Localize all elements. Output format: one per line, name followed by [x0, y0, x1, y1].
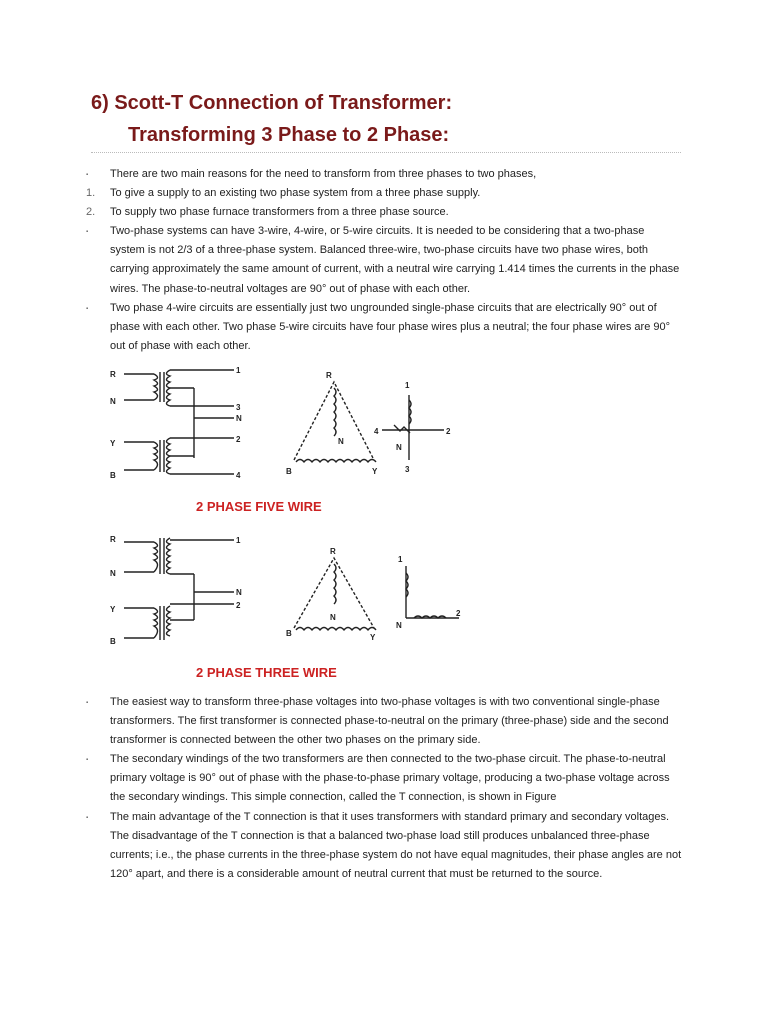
delta-label: R — [326, 371, 332, 380]
number-marker: 1. — [86, 187, 96, 200]
phasor-diagram — [406, 566, 459, 618]
three-wire-diagram — [94, 528, 464, 656]
transformer-schematic — [124, 370, 234, 474]
terminal-label: Y — [110, 605, 116, 614]
list-item-text: Two-phase systems can have 3-wire, 4-wire, or 5-wire circuits. It is needed to be considering that a two-phase system is not 2/3 of a three-phase system. Balanced three-wire, two-phase circuits have two phase wires, both carrying approximately the same amount of current, with a neutral wire carrying 1.414 times the currents in the phase wires. The phase-to-neutral voltages are 90° out of phase with each other. — [110, 225, 680, 295]
list-item-text: Two phase 4-wire circuits are essentially just two ungrounded single-phase circuits that are electrically 90° out of phase with each other. Two phase 5-wire circuits have four phase wires plus a neutral; the four phase wires are 90° out of phase with each other. — [110, 301, 671, 352]
explanation-list — [86, 693, 682, 884]
bullet-marker: ▪ — [86, 700, 89, 706]
output-label: 2 — [236, 601, 241, 610]
terminal-label: R — [110, 370, 116, 379]
terminal-label: N — [110, 397, 116, 406]
intro-list — [86, 165, 682, 356]
figure-caption: 2 PHASE THREE WIRE — [196, 665, 337, 680]
phasor-label: 3 — [405, 465, 410, 474]
bullet-marker: ▪ — [86, 814, 89, 821]
phasor-label: N — [396, 621, 402, 630]
output-label: 3 — [236, 403, 241, 412]
number-marker: 2. — [86, 206, 96, 219]
list-item — [86, 693, 682, 750]
terminal-label: R — [110, 535, 116, 544]
output-label: N — [236, 414, 242, 423]
terminal-label: B — [110, 637, 116, 646]
bullet-marker: ▪ — [86, 229, 89, 236]
list-item — [86, 299, 682, 356]
list-item — [86, 165, 682, 184]
dotted-divider — [91, 152, 681, 153]
transformer-schematic — [124, 538, 234, 640]
list-item-text: The secondary windings of the two transformers are then connected to the two-phase circuit. The phase-to-neutral primary voltage is 90° out of phase with the phase-to-phase primary voltage, producing a two-phase voltage across the secondary windings. This simple connection, called the T connection, is shown in Figure — [110, 753, 670, 804]
phasor-label: 4 — [374, 427, 379, 436]
delta-label: R — [330, 547, 336, 556]
output-label: 1 — [236, 536, 241, 545]
output-label: N — [236, 588, 242, 597]
terminal-label: Y — [110, 439, 116, 448]
figure-caption: 2 PHASE FIVE WIRE — [196, 499, 322, 514]
delta-label: Y — [370, 633, 376, 642]
delta-diagram — [294, 382, 376, 462]
page-subtitle: Transforming 3 Phase to 2 Phase: — [128, 124, 450, 146]
bullet-marker: ▪ — [86, 172, 89, 178]
output-label: 1 — [236, 366, 241, 375]
phasor-diagram — [382, 395, 444, 460]
list-item — [86, 222, 682, 298]
phasor-label: 2 — [446, 427, 451, 436]
bullet-marker: ▪ — [86, 305, 89, 312]
terminal-label: N — [110, 569, 116, 578]
delta-label: N — [338, 437, 344, 446]
list-item — [86, 750, 682, 807]
list-item — [86, 808, 682, 884]
delta-label: B — [286, 629, 292, 638]
terminal-label: B — [110, 471, 116, 480]
phasor-label: N — [396, 443, 402, 452]
delta-label: N — [330, 613, 336, 622]
list-item-text: To supply two phase furnace transformers from a three phase source. — [110, 206, 449, 219]
list-item-text: There are two main reasons for the need to transform from three phases to two phases, — [110, 168, 537, 180]
list-item — [86, 203, 682, 222]
bullet-marker: ▪ — [86, 757, 89, 764]
phasor-label: 1 — [405, 381, 410, 390]
list-item-text: The easiest way to transform three-phase voltages into two-phase voltages is with two conventional single-phase transformers. The first transformer is connected phase-to-neutral on the primary (three-phase) side and the second transformer is connected between the other two phases on the primary side. — [110, 696, 669, 747]
output-label: 4 — [236, 471, 241, 480]
phasor-label: 2 — [456, 609, 461, 618]
delta-label: B — [286, 467, 292, 476]
list-item — [86, 184, 682, 203]
list-item-text: The main advantage of the T connection is that it uses transformers with standard primary and secondary voltages. The disadvantage of the T connection is that a balanced two-phase load still produces unbalanced three-phase currents; i.e., the phase currents in the three-phase system do not have equal magnitudes, their phase angles are not 120° apart, and there is a considerable amount of neutral current that must be returned to the source. — [110, 810, 682, 880]
list-item-text: To give a supply to an existing two phase system from a three phase supply. — [110, 187, 481, 200]
output-label: 2 — [236, 435, 241, 444]
page-title: 6) Scott-T Connection of Transformer: — [91, 92, 453, 114]
phasor-label: 1 — [398, 555, 403, 564]
delta-label: Y — [372, 467, 378, 476]
five-wire-diagram — [94, 360, 464, 494]
